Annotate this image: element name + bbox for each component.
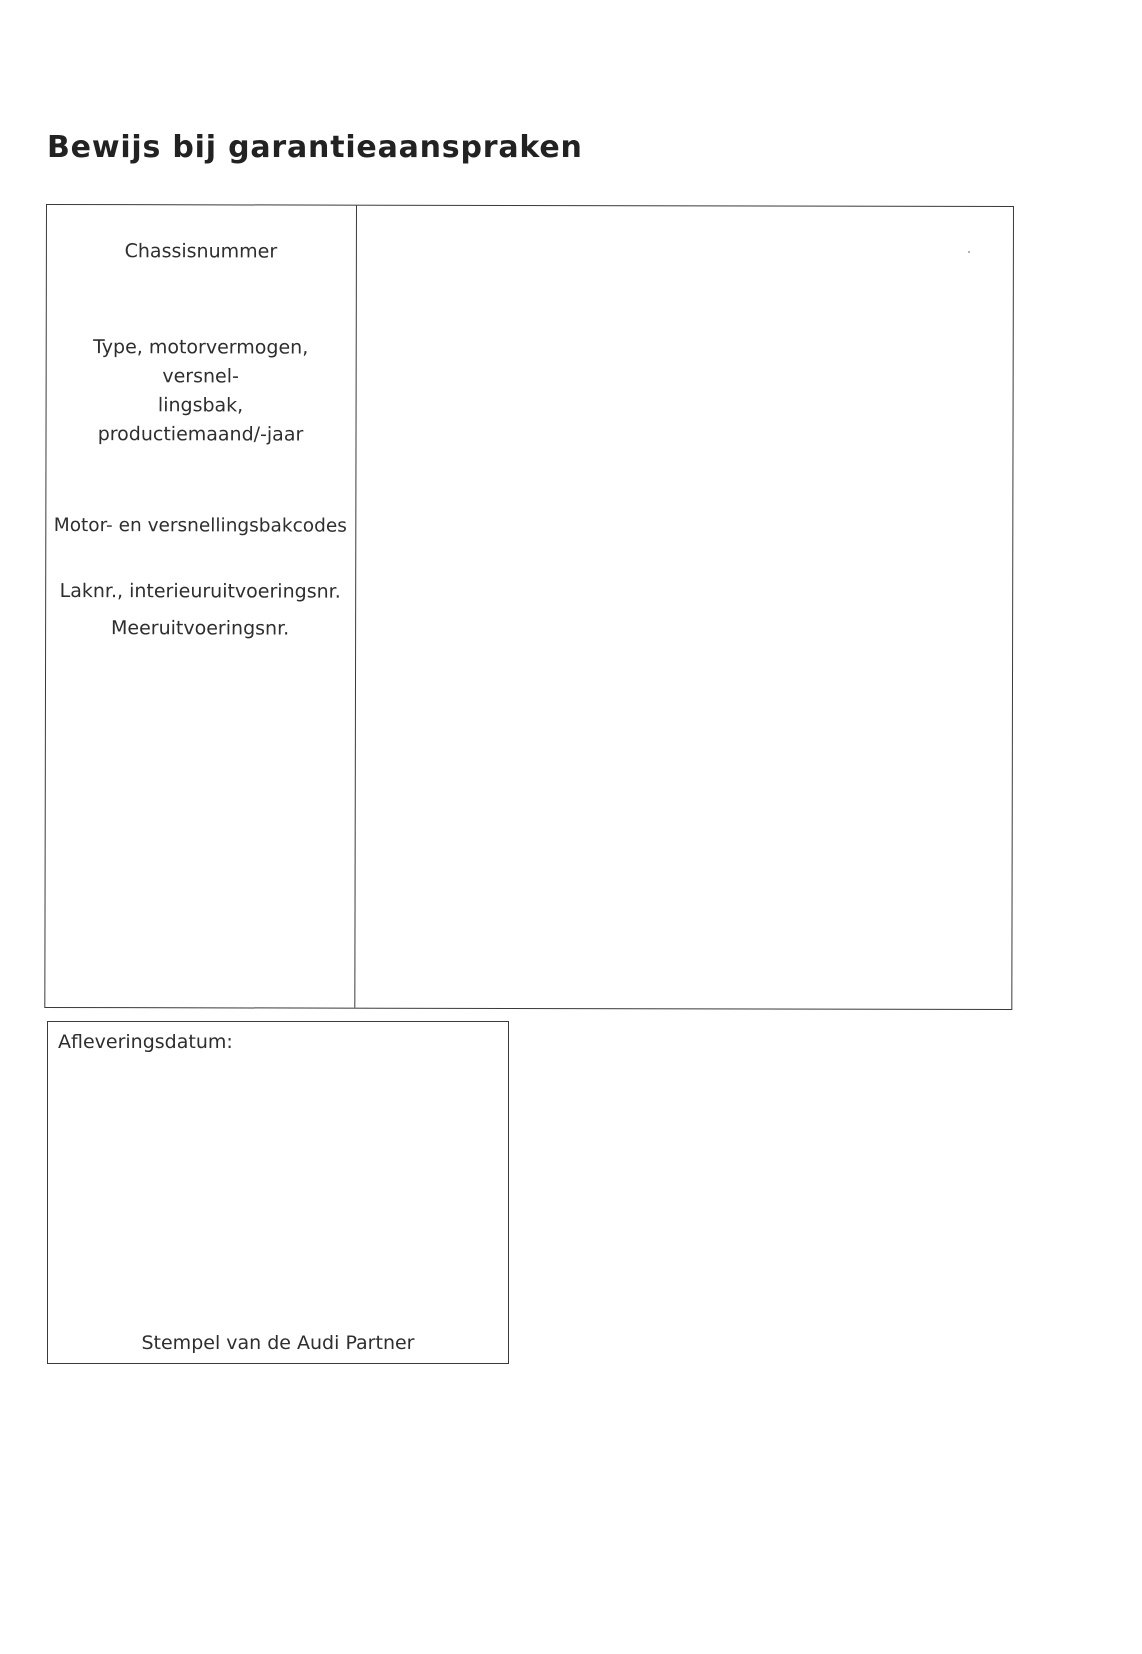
engine-gearbox-codes-label: Motor- en versnellingsbakcodes — [53, 515, 347, 537]
type-label-line-3: productiemaand/-jaar — [97, 423, 304, 446]
type-label — [46, 333, 354, 450]
label-column — [45, 205, 357, 1008]
type-label-line-2: lingsbak, — [157, 394, 244, 417]
delivery-stamp-box — [47, 1021, 509, 1364]
vehicle-data-table — [44, 204, 1014, 1010]
delivery-date-label: Afleveringsdatum: — [58, 1031, 233, 1053]
print-speck — [968, 251, 970, 253]
value-column — [355, 206, 1013, 1009]
type-label-line-1: Type, motorvermogen, versnel- — [93, 336, 309, 388]
dealer-stamp-label: Stempel van de Audi Partner — [141, 1332, 415, 1354]
paint-interior-label: Laknr., interieuruitvoeringsnr. — [59, 580, 341, 603]
extra-equipment-label: Meeruitvoeringsnr. — [111, 617, 290, 640]
chassis-number-label: Chassisnummer — [124, 240, 278, 263]
page-title: Bewijs bij garantieaanspraken — [47, 130, 583, 165]
